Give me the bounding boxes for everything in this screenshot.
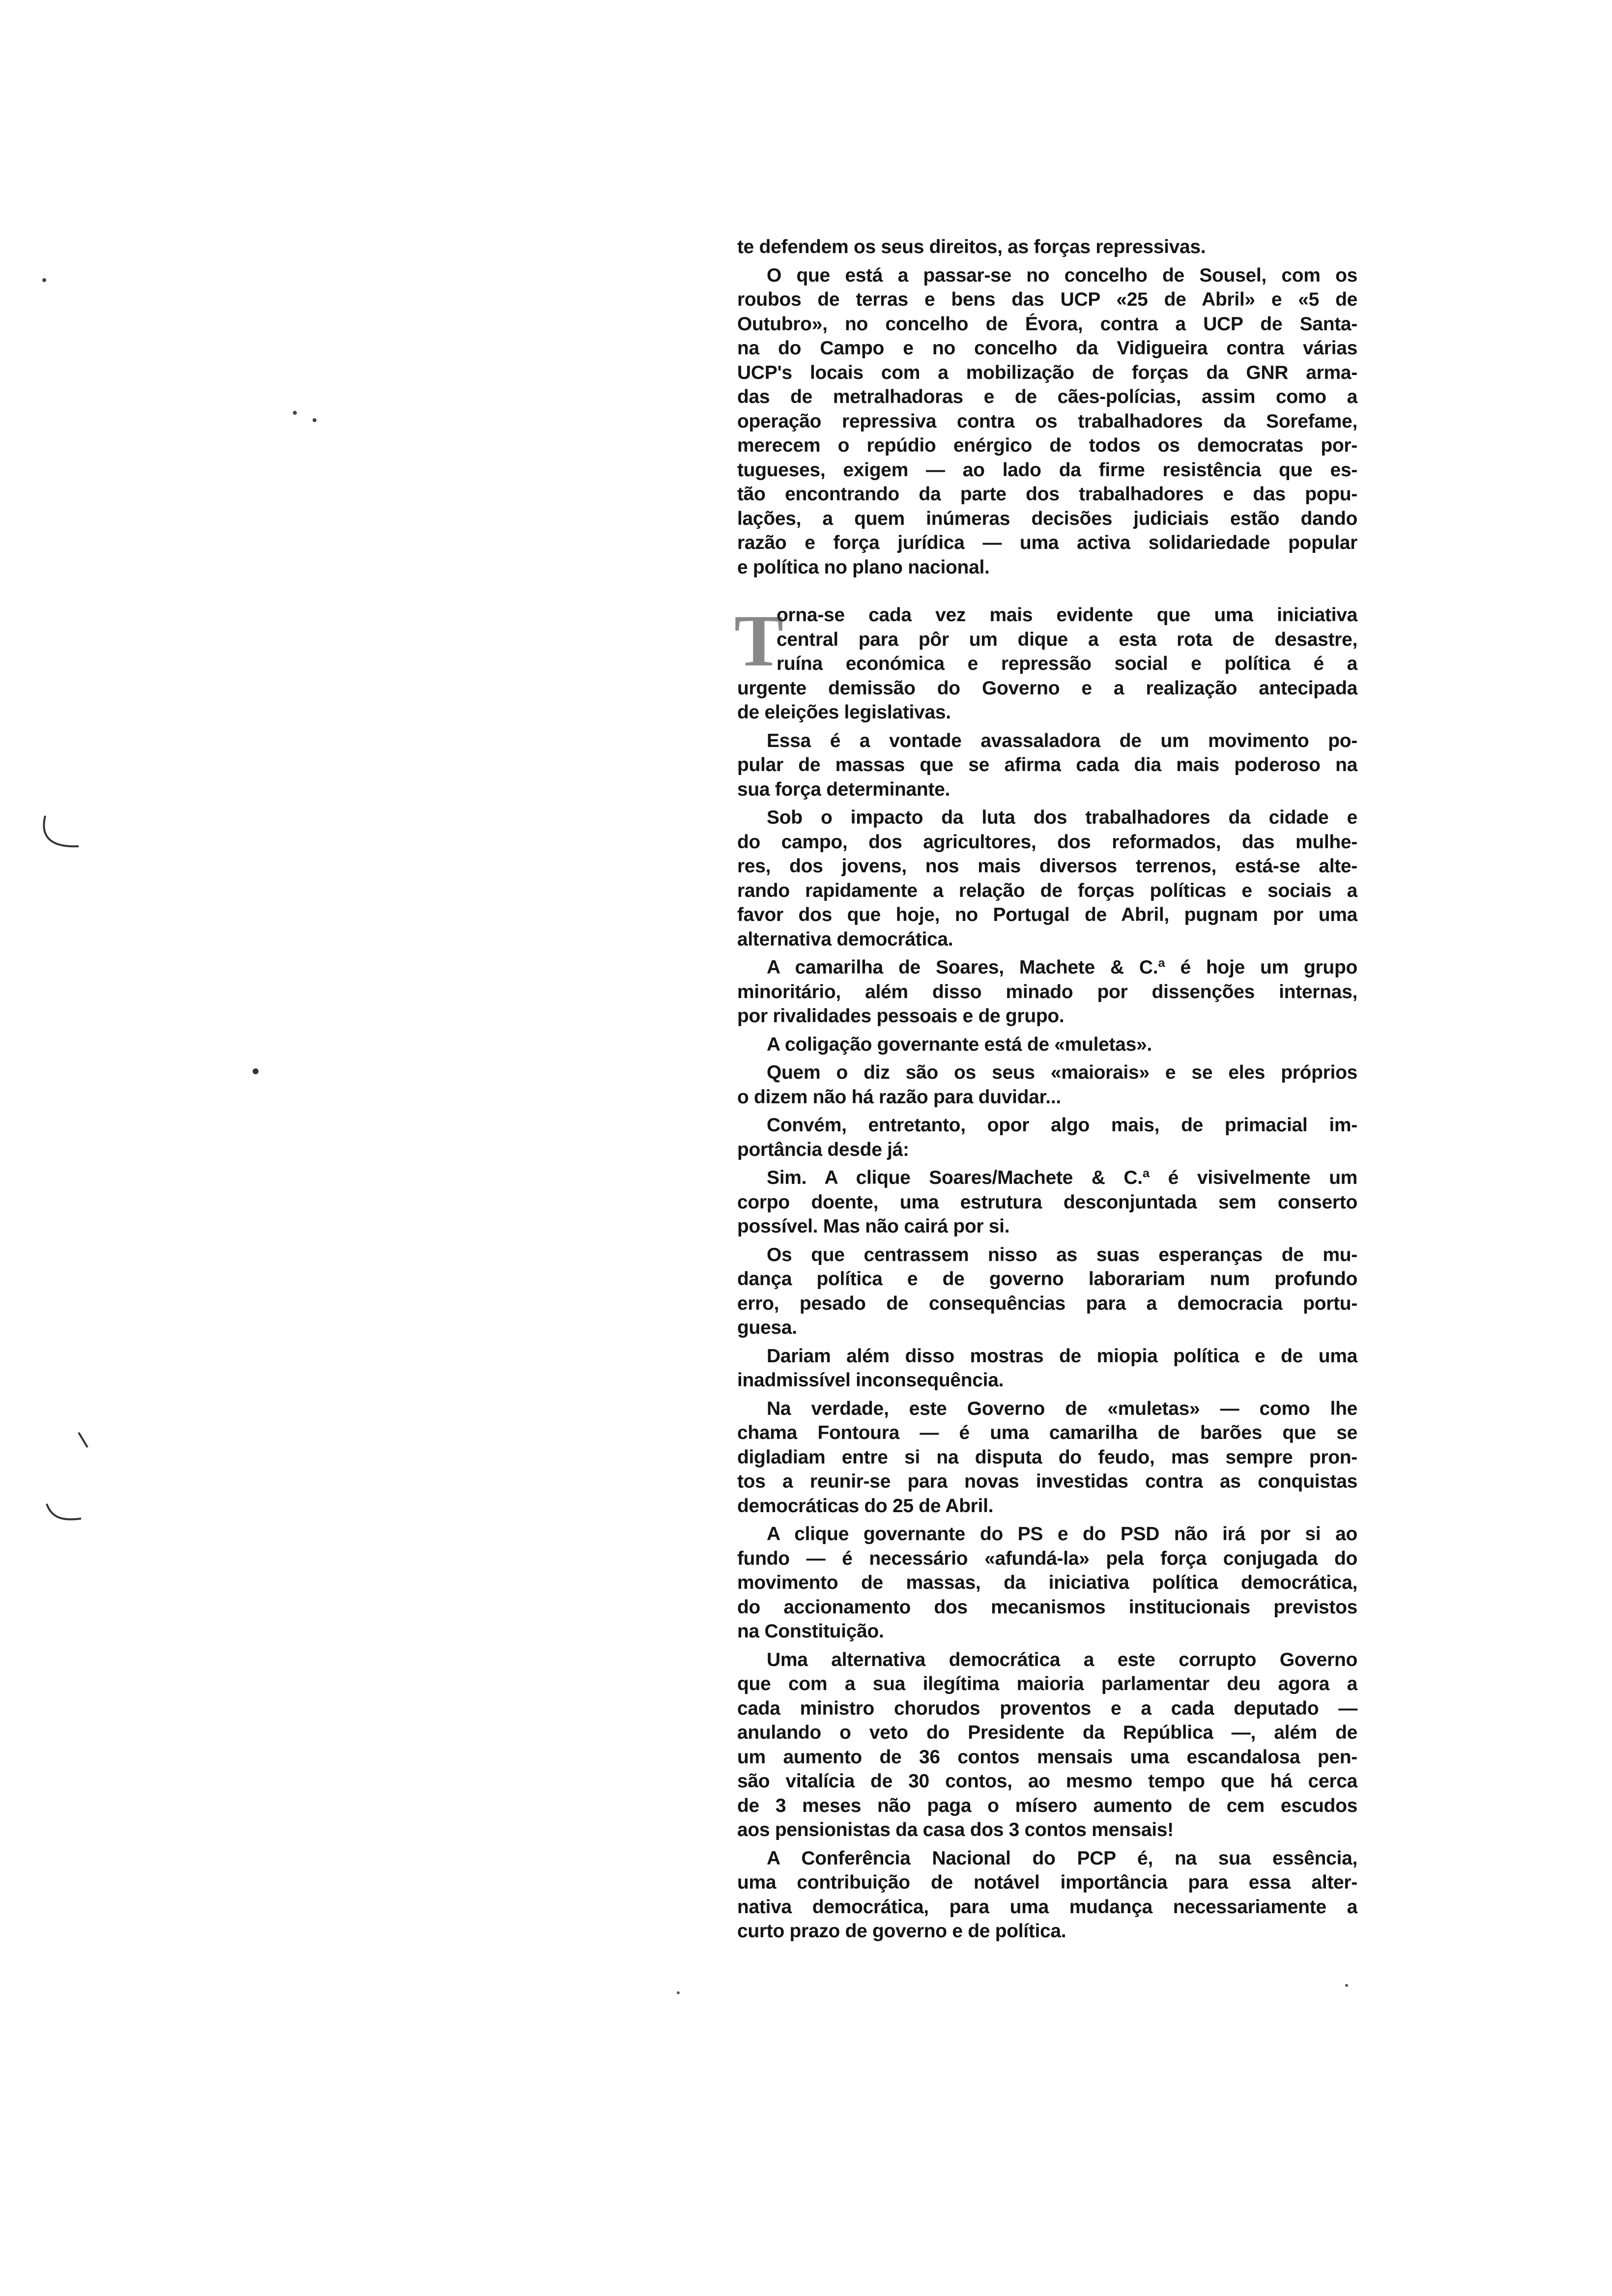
paragraph bbox=[737, 1166, 1357, 1239]
paragraph bbox=[737, 1522, 1357, 1644]
text-line: das de metralhadoras e de cães-polícias, assim como a bbox=[737, 386, 1357, 407]
paragraph bbox=[737, 805, 1357, 951]
text-line: UCP's locais com a mobilização de forças da GNR arma- bbox=[737, 362, 1357, 383]
text-line: por rivalidades pessoais e de grupo. bbox=[737, 1005, 1065, 1027]
text-line: portância desde já: bbox=[737, 1139, 909, 1160]
text-line: dança política e de governo laborariam num profundo bbox=[737, 1268, 1357, 1290]
text-line: res, dos jovens, nos mais diversos terrenos, está-se alte- bbox=[737, 856, 1357, 877]
text-line: tugueses, exigem — ao lado da firme resistência que es- bbox=[737, 459, 1357, 481]
margin-mark-curve bbox=[44, 816, 79, 846]
text-line: Convém, entretanto, opor algo mais, de primacial im- bbox=[767, 1115, 1357, 1136]
text-line: Sim. A clique Soares/Machete & C.ª é visivelmente um bbox=[767, 1167, 1357, 1188]
text-line: minoritário, além disso minado por dissenções internas, bbox=[737, 981, 1357, 1003]
paragraph bbox=[737, 1243, 1357, 1340]
text-line: inadmissível inconsequência. bbox=[737, 1370, 1004, 1391]
text-line: que com a sua ilegítima maioria parlamentar deu agora a bbox=[737, 1673, 1357, 1694]
text-line: orna-se cada vez mais evidente que uma iniciativa bbox=[777, 604, 1357, 626]
text-line: possível. Mas não cairá por si. bbox=[737, 1216, 1010, 1237]
text-line: de 3 meses não paga o mísero aumento de cem escudos bbox=[737, 1795, 1357, 1816]
text-line: um aumento de 36 contos mensais uma escandalosa pen- bbox=[737, 1746, 1357, 1768]
text-line: guesa. bbox=[737, 1317, 797, 1338]
text-line: curto prazo de governo e de política. bbox=[737, 1921, 1066, 1942]
margin-dot bbox=[677, 1991, 680, 1994]
paragraph bbox=[737, 235, 1357, 259]
margin-dot bbox=[293, 411, 297, 415]
text-line: e política no plano nacional. bbox=[737, 556, 990, 578]
text-line: A coligação governante está de «muletas». bbox=[767, 1033, 1152, 1055]
text-line: fundo — é necessário «afundá-la» pela força conjugada do bbox=[737, 1548, 1357, 1569]
paragraph bbox=[734, 600, 1357, 725]
text-line: de eleições legislativas. bbox=[737, 702, 951, 723]
text-line: ruína económica e repressão social e política é a bbox=[777, 653, 1357, 674]
paragraph bbox=[737, 1344, 1357, 1393]
margin-mark-tick bbox=[79, 1433, 87, 1447]
text-line: democráticas do 25 de Abril. bbox=[737, 1495, 994, 1517]
drop-cap: T bbox=[734, 600, 783, 682]
paragraph bbox=[737, 1648, 1357, 1842]
text-line: A camarilha de Soares, Machete & C.ª é hoje um grupo bbox=[767, 957, 1357, 978]
text-line: tão encontrando da parte dos trabalhadores e das popu- bbox=[737, 484, 1357, 505]
text-line: urgente demissão do Governo e a realização antecipada bbox=[737, 677, 1357, 699]
text-line: pular de massas que se afirma cada dia mais poderoso na bbox=[737, 754, 1357, 775]
text-line: Outubro», no concelho de Évora, contra a UCP de Santa- bbox=[737, 313, 1357, 335]
text-line: aos pensionistas da casa dos 3 contos mensais! bbox=[737, 1819, 1174, 1840]
text-line: A clique governante do PS e do PSD não irá por si ao bbox=[767, 1523, 1357, 1545]
text-line: merecem o repúdio enérgico de todos os democratas por- bbox=[737, 435, 1357, 456]
text-line: A Conferência Nacional do PCP é, na sua essência, bbox=[767, 1847, 1357, 1869]
text-line: digladiam entre si na disputa do feudo, mas sempre pron- bbox=[737, 1446, 1357, 1468]
paragraph bbox=[737, 1397, 1357, 1519]
paragraph bbox=[737, 729, 1357, 802]
text-line: Na verdade, este Governo de «muletas» — como lhe bbox=[767, 1398, 1357, 1419]
text-line: nativa democrática, para uma mudança necessariamente a bbox=[737, 1896, 1357, 1918]
text-line: chama Fontoura — é uma camarilha de barões que se bbox=[737, 1422, 1357, 1443]
text-line: favor dos que hoje, no Portugal de Abril, pugnam por uma bbox=[737, 904, 1357, 925]
article-column bbox=[734, 235, 1357, 1944]
margin-dot bbox=[42, 278, 46, 282]
text-line: Sob o impacto da luta dos trabalhadores da cidade e bbox=[767, 807, 1357, 828]
text-line: Os que centrassem nisso as suas esperanças de mu- bbox=[767, 1244, 1357, 1265]
margin-dot bbox=[253, 1068, 259, 1074]
text-line: lações, a quem inúmeras decisões judiciais estão dando bbox=[737, 508, 1357, 529]
text-line: uma contribuição de notável importância para essa alter- bbox=[737, 1872, 1357, 1893]
text-line: Quem o diz são os seus «maiorais» e se eles próprios bbox=[767, 1062, 1357, 1083]
text-line: erro, pesado de consequências para a democracia portu- bbox=[737, 1292, 1357, 1314]
text-line: tos a reunir-se para novas investidas contra as conquistas bbox=[737, 1471, 1357, 1492]
text-line: sua força determinante. bbox=[737, 778, 950, 800]
text-line: O que está a passar-se no concelho de Sousel, com os bbox=[767, 264, 1357, 286]
margin-dot bbox=[313, 418, 317, 422]
text-line: roubos de terras e bens das UCP «25 de Abril» e «5 de bbox=[737, 289, 1357, 310]
text-line: Dariam além disso mostras de miopia política e de uma bbox=[767, 1345, 1357, 1367]
paragraph bbox=[737, 1033, 1357, 1057]
text-line: na Constituição. bbox=[737, 1621, 884, 1642]
paragraph bbox=[737, 1061, 1357, 1109]
text-line: na do Campo e no concelho da Vidigueira contra várias bbox=[737, 338, 1357, 359]
margin-mark-curve bbox=[47, 1504, 81, 1520]
text-line: Essa é a vontade avassaladora de um movimento po- bbox=[767, 730, 1357, 751]
text-line: central para pôr um dique a esta rota de desastre, bbox=[777, 629, 1357, 650]
paragraph bbox=[737, 1846, 1357, 1944]
text-line: Uma alternativa democrática a este corrupto Governo bbox=[767, 1649, 1357, 1670]
text-line: operação repressiva contra os trabalhadores da Sorefame, bbox=[737, 410, 1357, 432]
text-line: razão e força jurídica — uma activa solidariedade popular bbox=[737, 532, 1357, 553]
text-line: do campo, dos agricultores, dos reformados, das mulhe- bbox=[737, 831, 1357, 853]
text-line: alternativa democrática. bbox=[737, 928, 953, 950]
text-line: rando rapidamente a relação de forças políticas e sociais a bbox=[737, 880, 1357, 901]
text-line: corpo doente, uma estrutura desconjuntada sem conserto bbox=[737, 1191, 1357, 1213]
text-line: do accionamento dos mecanismos institucionais previstos bbox=[737, 1596, 1357, 1618]
paragraph bbox=[737, 955, 1357, 1029]
margin-dot bbox=[1345, 1984, 1348, 1987]
paragraph bbox=[737, 263, 1357, 580]
text-line: o dizem não há razão para duvidar... bbox=[737, 1086, 1061, 1108]
text-line: são vitalícia de 30 contos, ao mesmo tempo que há cerca bbox=[737, 1771, 1357, 1792]
text-line: anulando o veto do Presidente da República —, além de bbox=[737, 1722, 1357, 1743]
text-line: cada ministro chorudos proventos e a cada deputado — bbox=[737, 1697, 1357, 1719]
paragraph bbox=[737, 1113, 1357, 1162]
text-line: movimento de massas, da iniciativa política democrática, bbox=[737, 1572, 1357, 1593]
text-line: te defendem os seus direitos, as forças repressivas. bbox=[737, 236, 1206, 258]
